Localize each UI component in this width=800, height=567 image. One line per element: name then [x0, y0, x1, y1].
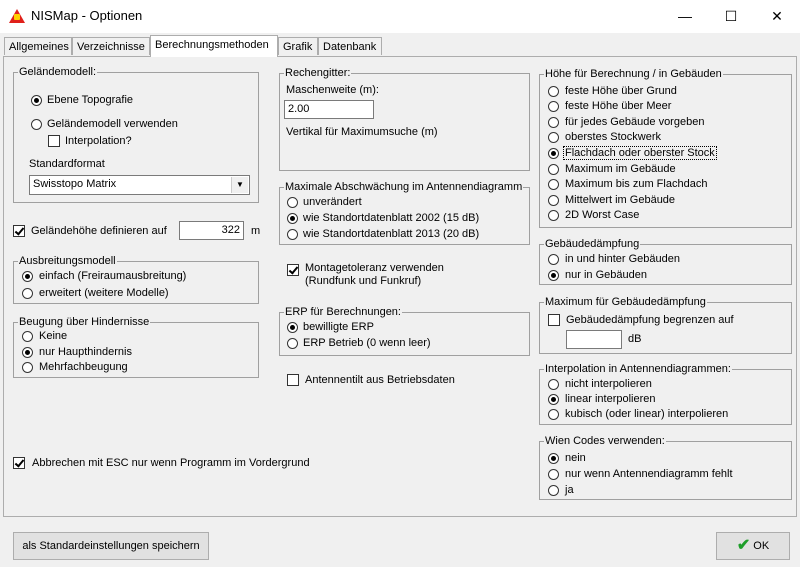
interp-kubisch-radio[interactable]	[548, 409, 559, 420]
tab-bar	[0, 35, 800, 57]
hoehe-opt-stockwerk-radio[interactable]	[548, 132, 559, 143]
ebene-topografie-label: Ebene Topografie	[47, 94, 134, 106]
beugung-haupt-label: nur Haupthindernis	[39, 346, 132, 358]
hoehe-opt-stockwerk-label: oberstes Stockwerk	[565, 131, 661, 143]
hoehe-opt-2d-label: 2D Worst Case	[565, 209, 640, 221]
tab-datenbank[interactable]: Datenbank	[318, 37, 382, 55]
checkmark-icon: ✔	[736, 537, 751, 555]
interpolation-title: Interpolation in Antennendiagrammen:	[545, 363, 731, 375]
beugung-mehrfach-radio[interactable]	[22, 362, 33, 373]
tab-berechnungsmethoden[interactable]: Berechnungsmethoden	[150, 35, 278, 57]
montagetoleranz-label	[305, 262, 444, 288]
erp-bewilligt-label: bewilligte ERP	[303, 321, 374, 333]
abschwaechung-2002-radio[interactable]	[287, 213, 298, 224]
close-button[interactable]: ✕	[771, 8, 783, 24]
hoehe-opt-flachdach-radio[interactable]	[548, 148, 559, 159]
montagetoleranz-line1: Montagetoleranz verwenden	[305, 262, 444, 274]
erp-bewilligt-radio[interactable]	[287, 322, 298, 333]
abschwaechung-2002-label: wie Standortdatenblatt 2002 (15 dB)	[303, 212, 480, 224]
hoehe-opt-mittelwert-label: Mittelwert im Gebäude	[565, 194, 676, 206]
hoehe-opt-grund-label: feste Höhe über Grund	[565, 85, 677, 97]
esc-label: Abbrechen mit ESC nur wenn Programm im Vordergrund	[32, 457, 310, 469]
beugung-title: Beugung über Hindernisse	[19, 316, 150, 328]
interp-nicht-radio[interactable]	[548, 379, 559, 390]
gelaendehoehe-checkbox[interactable]	[13, 225, 25, 237]
vertikal-label: Vertikal für Maximumsuche (m)	[286, 126, 438, 138]
hoehe-opt-2d-radio[interactable]	[548, 210, 559, 221]
max-daempfung-title: Maximum für Gebäudedämpfung	[545, 296, 706, 308]
ausbreitungsmodell-title: Ausbreitungsmodell	[19, 255, 116, 267]
save-defaults-button[interactable]: als Standardeinstellungen speichern	[13, 532, 209, 560]
tab-grafik[interactable]: Grafik	[278, 37, 318, 55]
interpolation-checkbox[interactable]	[48, 135, 60, 147]
abschwaechung-2013-label: wie Standortdatenblatt 2013 (20 dB)	[303, 228, 480, 240]
maximize-button[interactable]: ☐	[724, 8, 738, 24]
interp-linear-label: linear interpolieren	[565, 393, 656, 405]
daempfung-inhinter-label: in und hinter Gebäuden	[565, 253, 680, 265]
maschenweite-input[interactable]: 2.00	[284, 100, 374, 119]
window-title: NISMap - Optionen	[31, 8, 143, 23]
daempfung-nurin-label: nur in Gebäuden	[565, 269, 647, 281]
wien-ja-radio[interactable]	[548, 485, 559, 496]
erp-group	[279, 312, 530, 356]
title-bar	[0, 0, 800, 33]
erp-betrieb-radio[interactable]	[287, 338, 298, 349]
hoehe-opt-mittelwert-radio[interactable]	[548, 195, 559, 206]
tab-verzeichnisse[interactable]: Verzeichnisse	[72, 37, 150, 55]
gelaendehoehe-unit: m	[251, 225, 261, 237]
beugung-keine-radio[interactable]	[22, 331, 33, 342]
hoehe-opt-grund-radio[interactable]	[548, 86, 559, 97]
hoehe-opt-maxgebaeude-radio[interactable]	[548, 164, 559, 175]
montagetoleranz-checkbox[interactable]	[287, 264, 299, 276]
beugung-mehrfach-label: Mehrfachbeugung	[39, 361, 128, 373]
daempfung-db-input[interactable]	[566, 330, 622, 349]
tab-allgemeines[interactable]: Allgemeines	[4, 37, 72, 55]
hoehe-opt-maxflachdach-radio[interactable]	[548, 179, 559, 190]
gelaendemodell-title: Geländemodell:	[19, 66, 97, 78]
wien-nein-radio[interactable]	[548, 453, 559, 464]
standardformat-value: Swisstopo Matrix	[33, 178, 117, 190]
montagetoleranz-line2: (Rundfunk und Funkruf)	[305, 275, 422, 287]
wien-fehlt-label: nur wenn Antennendiagramm fehlt	[565, 468, 733, 480]
ok-button[interactable]	[716, 532, 790, 560]
gelaendehoehe-label: Geländehöhe definieren auf	[31, 225, 167, 237]
ok-label: OK	[753, 540, 770, 553]
hoehe-opt-vorgeben-label: für jedes Gebäude vorgeben	[565, 116, 705, 128]
daempfung-nurin-radio[interactable]	[548, 270, 559, 281]
erp-betrieb-label: ERP Betrieb (0 wenn leer)	[303, 337, 431, 349]
interp-kubisch-label: kubisch (oder linear) interpolieren	[565, 408, 729, 420]
hoehe-opt-meer-label: feste Höhe über Meer	[565, 100, 672, 112]
erp-title: ERP für Berechnungen:	[285, 306, 401, 318]
ausbreitung-erweitert-radio[interactable]	[22, 288, 33, 299]
gelaendehoehe-input[interactable]: 322	[179, 221, 244, 240]
abschwaechung-unveraendert-radio[interactable]	[287, 197, 298, 208]
standardformat-label: Standardformat	[29, 158, 105, 170]
daempfung-begrenzen-label: Gebäudedämpfung begrenzen auf	[566, 314, 734, 326]
gebaeudedaempfung-title: Gebäudedämpfung	[545, 238, 640, 250]
hoehe-opt-flachdach-label: Flachdach oder oberster Stock	[565, 147, 715, 159]
hoehe-opt-vorgeben-radio[interactable]	[548, 117, 559, 128]
hoehe-opt-maxgebaeude-label: Maximum im Gebäude	[565, 163, 676, 175]
ausbreitung-einfach-label: einfach (Freiraumausbreitung)	[39, 270, 187, 282]
maschenweite-label: Maschenweite (m):	[286, 84, 379, 96]
wien-fehlt-radio[interactable]	[548, 469, 559, 480]
antennentilt-checkbox[interactable]	[287, 374, 299, 386]
gelaendemodell-label: Geländemodell verwenden	[47, 118, 178, 130]
interpolation-label: Interpolation?	[65, 135, 132, 147]
gelaendemodell-radio[interactable]	[31, 119, 42, 130]
daempfung-begrenzen-checkbox[interactable]	[548, 314, 560, 326]
standardformat-select[interactable]	[29, 175, 250, 195]
abschwaechung-title: Maximale Abschwächung im Antennendiagramm	[285, 181, 523, 193]
wien-nein-label: nein	[565, 452, 586, 464]
chevron-down-icon[interactable]: ▼	[231, 177, 248, 193]
antennentilt-label: Antennentilt aus Betriebsdaten	[305, 374, 455, 386]
hoehe-opt-maxflachdach-label: Maximum bis zum Flachdach	[565, 178, 708, 190]
minimize-button[interactable]: —	[678, 8, 692, 24]
beugung-haupt-radio[interactable]	[22, 347, 33, 358]
app-logo-icon	[9, 9, 25, 23]
daempfung-inhinter-radio[interactable]	[548, 254, 559, 265]
wien-ja-label: ja	[565, 484, 574, 496]
daempfung-db-unit: dB	[628, 333, 642, 345]
interp-linear-radio[interactable]	[548, 394, 559, 405]
interp-nicht-label: nicht interpolieren	[565, 378, 652, 390]
abschwaechung-unveraendert-label: unverändert	[303, 196, 362, 208]
hoehe-opt-meer-radio[interactable]	[548, 101, 559, 112]
ebene-topografie-radio[interactable]	[31, 95, 42, 106]
rechengitter-title: Rechengitter:	[285, 67, 351, 79]
ausbreitung-erweitert-label: erweitert (weitere Modelle)	[39, 287, 169, 299]
abschwaechung-2013-radio[interactable]	[287, 229, 298, 240]
esc-checkbox[interactable]	[13, 457, 25, 469]
hoehe-berechnung-title: Höhe für Berechnung / in Gebäuden	[545, 68, 722, 80]
beugung-keine-label: Keine	[39, 330, 68, 342]
wien-codes-title: Wien Codes verwenden:	[545, 435, 665, 447]
ausbreitung-einfach-radio[interactable]	[22, 271, 33, 282]
